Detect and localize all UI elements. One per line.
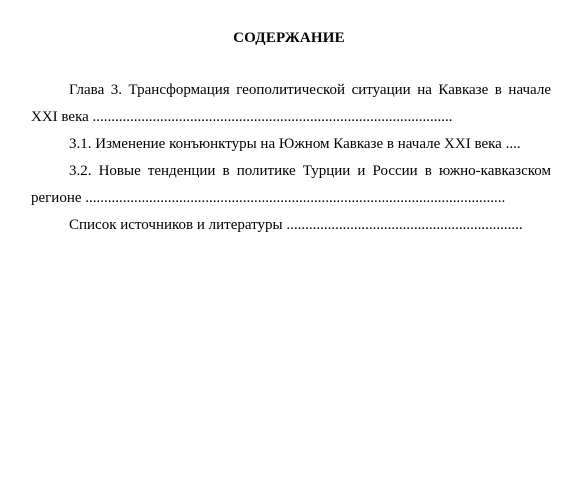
toc-entry-leader: .... <box>501 136 521 152</box>
toc-entry-text: 3.2. Новые тенденции в политике Турции и России в южно-кавказском регионе <box>31 163 551 206</box>
toc-entry-text: 3.1. Изменение конъюнктуры на Южном Кавказе в начале XXI века <box>69 136 502 152</box>
toc-entry-leader: ............................................................... <box>282 217 523 233</box>
toc-entry-leader: ................................................................................................ <box>88 109 453 125</box>
toc-entry-section-3-1 <box>31 131 551 158</box>
toc-entry-leader: ................................................................................................................ <box>81 190 506 206</box>
toc-entry-chapter-3 <box>31 77 551 131</box>
toc-entry-section-3-2 <box>31 158 551 212</box>
toc-title: СОДЕРЖАНИЕ <box>233 30 345 46</box>
table-of-contents <box>31 77 551 239</box>
toc-entry-text: Глава 3. Трансформация геополитической ситуации на Кавказе в начале XXI века <box>31 82 551 125</box>
toc-entry-sources <box>31 212 551 239</box>
toc-entry-text: Список источников и литературы <box>69 217 283 233</box>
